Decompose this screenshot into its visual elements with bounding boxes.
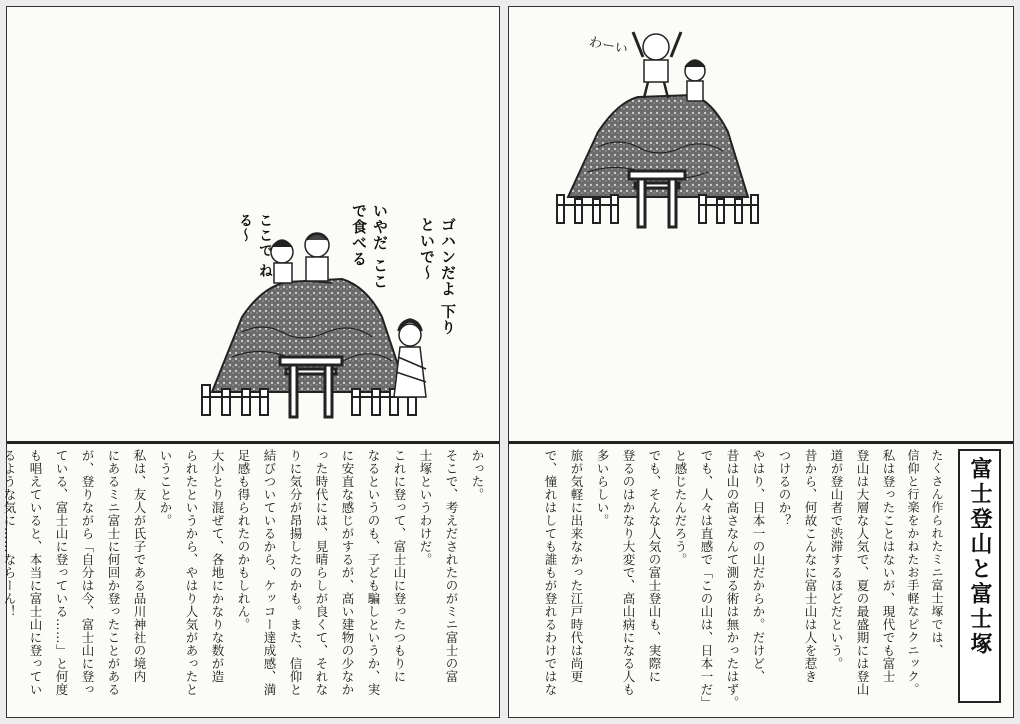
article-subtitle: 信仰と行楽をかねたお手軽なピクニック。	[906, 449, 920, 696]
text-column: でも、そんな人気の富士登山も、実際に	[647, 449, 662, 683]
speech-small-child-reply: ここで ねる～	[237, 213, 273, 279]
text-column: 私は、友人が氏子である品川神社の境内	[132, 449, 147, 683]
article-heading	[958, 449, 1001, 703]
text-column: なるというのも、子ども騙しというか、実	[366, 449, 381, 696]
text-column: でも、人々は直感で「この山は、日本一だ」	[699, 449, 714, 709]
text-column: で、憧れはしても誰もが登れるわけではな	[543, 449, 558, 696]
text-column: が、登りながら「自分は今、富士山に登っ	[80, 449, 95, 696]
text-column: にあるミニ富士に何回か登ったことがある	[106, 449, 121, 696]
text-column: 登山は大層な人気で、夏の最盛期には登山	[855, 449, 870, 696]
text-column: 道が登山者で渋滞するほどだという。	[829, 449, 844, 670]
text-column: 旅が気軽に出来なかった江戸時代は尚更	[569, 449, 584, 683]
text-column: 大小とり混ぜて、各地にかなりな数が造	[210, 449, 225, 683]
text-column: に安直な感じがするが、高い建物の少なか	[340, 449, 355, 696]
left-text-block	[2, 441, 493, 711]
text-column: 多いらしい。	[595, 449, 610, 527]
speech-child-reply: いやだ ここで食べる	[350, 203, 389, 290]
text-column: 登るのはかなり大変で、高山病になる人も	[621, 449, 636, 696]
text-column: と感じたんだろう。	[673, 449, 688, 566]
article-subtitle: たくさん作られたミニ富士塚では、	[930, 449, 944, 657]
text-column: ている、富士山に登っている……」と何度	[54, 449, 69, 696]
text-column: るような気に……ならーん！	[2, 449, 17, 618]
text-column: 結びついているから、ケッコー達成感、満	[262, 449, 277, 696]
text-column: られたというから、やはり人気があったと	[184, 449, 199, 696]
cheer-shout: わーい	[587, 34, 629, 58]
speech-mother-call: ゴハンだよ 下りといで～	[418, 217, 457, 336]
text-column: つけるのか？	[777, 449, 792, 527]
text-column: りに気分が昂揚したのかも。また、信仰と	[288, 449, 303, 696]
text-column: いうことか。	[158, 449, 173, 527]
right-text-block	[513, 441, 1007, 711]
text-column: 昔は山の高さなんて測る術は無かったはず。	[725, 449, 740, 709]
text-column: やはり、日本一の山だからか。だけど、	[751, 449, 766, 683]
text-column: 士塚というわけだ。	[418, 449, 433, 566]
text-column: これに登って、富士山に登ったつもりに	[392, 449, 407, 683]
article-title: 富士登山と富士塚	[967, 457, 992, 657]
text-column: った時代には、見晴らしが良くて、それな	[314, 449, 329, 696]
left-page	[2, 6, 500, 718]
text-column: 私は登ったことはないが、現代でも富士	[881, 449, 896, 683]
text-column: も唱えていると、本当に富士山に登ってい	[28, 449, 43, 696]
text-column: そこで、考えだされたのがミニ富士の富	[444, 449, 459, 683]
text-column: 昔から、何故こんなに富士山は人を惹き	[803, 449, 818, 683]
fuji-mound-illustration-right	[553, 27, 763, 227]
fuji-mound-illustration-left	[192, 207, 432, 422]
right-page	[508, 6, 1014, 718]
text-column: かった。	[470, 449, 485, 501]
text-column: 足感も得られたのかもしれん。	[236, 449, 251, 631]
